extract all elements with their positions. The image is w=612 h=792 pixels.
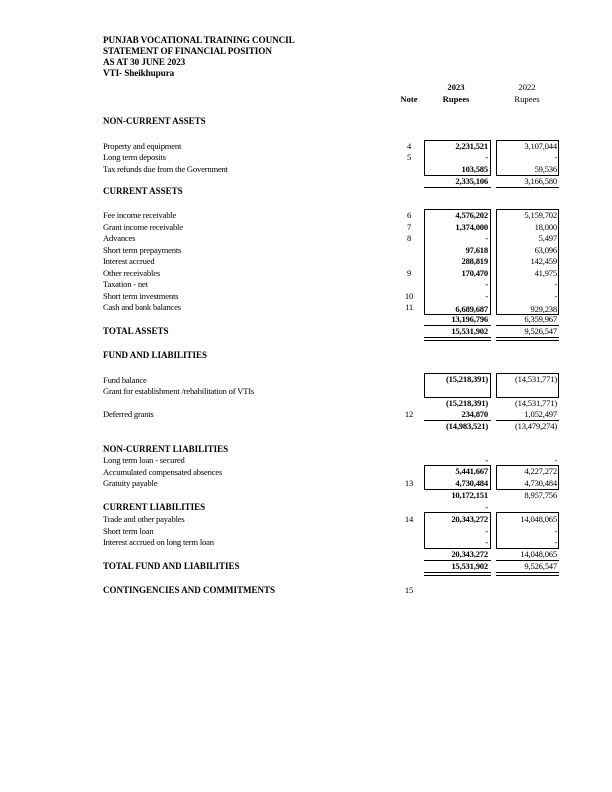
row-note: 6 [406,210,412,220]
value-2023: 4,576,202 [455,210,488,220]
section-fund-liabilities: FUND AND LIABILITIES [103,350,208,360]
row-note: 7 [406,222,412,232]
value-2022: - [554,537,557,547]
row-label: Fund balance [103,375,147,385]
row-label: Short term investments [103,291,179,301]
row-label: Interest accrued on long term loan [103,537,214,547]
row-label: Short term loan [103,526,154,536]
value-2023: - [485,455,488,465]
unit-name: VTI- Sheikhupura [103,68,175,78]
row-label: Advances [103,233,136,243]
value-2023: 20,343,272 [451,514,488,524]
value-2023: 5,441,667 [455,466,488,476]
value-2022: 3,107,044 [524,141,557,151]
col-currency-2022: Rupees [514,94,540,104]
section-current-liabilities: CURRENT LIABILITIES [103,502,206,512]
row-note: 12 [404,409,414,419]
double-underline-2023 [424,572,491,576]
value-2022: 59,536 [534,164,557,174]
row-label: TOTAL FUND AND LIABILITIES [103,561,240,571]
row-note: 9 [406,268,412,278]
value-2023: 10,172,151 [451,490,488,500]
col-currency-2023: Rupees [442,94,470,104]
row-note: 14 [404,514,414,524]
row-label: Fee income receivable [103,210,177,220]
double-underline-2022 [496,337,559,341]
value-2023: - [485,279,488,289]
value-2022: 14,048,065 [520,549,557,559]
value-2022: - [554,291,557,301]
value-2023: 13,196,796 [451,314,488,324]
value-2023: - [485,152,488,162]
value-2023: 15,531,902 [451,326,488,336]
value-2022: 6,359,967 [524,314,557,324]
value-2022: (13,479,274) [515,421,557,431]
statement-title: STATEMENT OF FINANCIAL POSITION [103,46,272,56]
col-note: Note [400,94,418,104]
underline-2022 [496,187,559,188]
value-2023: 103,585 [461,164,488,174]
value-2023: (14,983,521) [446,421,488,431]
row-label: Long term loan - secured [103,455,185,465]
cl-dash-2023: - [485,502,488,512]
row-label: Deferred grants [103,409,154,419]
underline-2023 [424,187,491,188]
org-title: PUNJAB VOCATIONAL TRAINING COUNCIL [103,35,295,45]
value-2023: - [485,537,488,547]
section-current-assets: CURRENT ASSETS [103,186,183,196]
value-2022: 14,048,065 [520,514,557,524]
value-2022: 5,159,702 [524,210,557,220]
row-note: 8 [406,233,412,243]
row-label: Property and equipment [103,141,182,151]
double-underline-2022 [496,572,559,576]
value-2022: (14,531,771) [515,374,557,384]
col-year-2022: 2022 [518,82,536,92]
row-label: Interest accrued [103,256,155,266]
row-label: Trade and other payables [103,514,185,524]
value-2022: 5,497 [538,233,557,243]
value-2023: 170,470 [461,268,488,278]
row-note: 5 [406,152,412,162]
value-2022: 929,238 [530,304,557,314]
value-2022: - [554,526,557,536]
value-2022: - [554,279,557,289]
row-label: Cash and bank balances [103,302,181,312]
value-2022: 142,459 [530,256,557,266]
value-2023: - [485,291,488,301]
value-2022: 18,000 [534,222,557,232]
value-2022: 9,526,547 [524,326,557,336]
value-2023: - [485,233,488,243]
value-2022: 8,957,756 [524,490,557,500]
row-note: 4 [406,141,412,151]
value-2023: (15,218,391) [446,374,488,384]
value-2023: (15,218,391) [446,398,488,408]
row-note: 10 [404,291,414,301]
row-label: Tax refunds due from the Government [103,164,228,174]
value-2023: 2,231,521 [455,141,488,151]
value-2023: 1,374,000 [455,222,488,232]
col-year-2023: 2023 [447,82,465,92]
row-label: CONTINGENCIES AND COMMITMENTS [103,585,276,595]
value-2023: 97,618 [465,245,488,255]
value-2022: 9,526,547 [524,561,557,571]
row-label: Short term prepayments [103,245,182,255]
value-2022: 3,166,580 [524,176,557,186]
value-2023: 6,689,687 [455,304,488,314]
row-note: 11 [405,302,413,312]
value-2022: 4,730,484 [524,478,557,488]
value-2023: 15,531,902 [451,561,488,571]
double-underline-2023 [424,337,491,341]
value-2023: 288,819 [461,256,488,266]
value-2022: - [554,455,557,465]
value-2022: - [554,152,557,162]
row-note: 13 [404,478,414,488]
row-label: Accumulated compensated absences [103,467,223,477]
value-2022: 4,227,272 [524,466,557,476]
value-2023: 4,730,484 [455,478,488,488]
value-2023: 20,343,272 [451,549,488,559]
value-2022: (14,531,771) [515,398,557,408]
row-label: Grant for establishment /rehabilitation of VTIs [103,386,255,396]
value-2023: - [485,526,488,536]
row-label: Other receivables [103,268,160,278]
value-2023: 2,335,106 [455,176,488,186]
row-label: Gratuity payable [103,478,158,488]
value-2023: 234,870 [461,409,488,419]
section-non-current-assets: NON-CURRENT ASSETS [103,116,206,126]
row-note: 15 [404,585,414,595]
value-2022: 63,096 [534,245,557,255]
value-2022: 41,975 [534,268,557,278]
statement-date: AS AT 30 JUNE 2023 [103,57,186,67]
row-label: TOTAL ASSETS [103,326,169,336]
value-2022: 1,052,497 [524,409,557,419]
section-non-current-liabilities: NON-CURRENT LIABILITIES [103,444,229,454]
row-label: Long term deposits [103,152,166,162]
row-label: Grant income receivable [103,222,183,232]
row-label: Taxation - net [103,279,148,289]
